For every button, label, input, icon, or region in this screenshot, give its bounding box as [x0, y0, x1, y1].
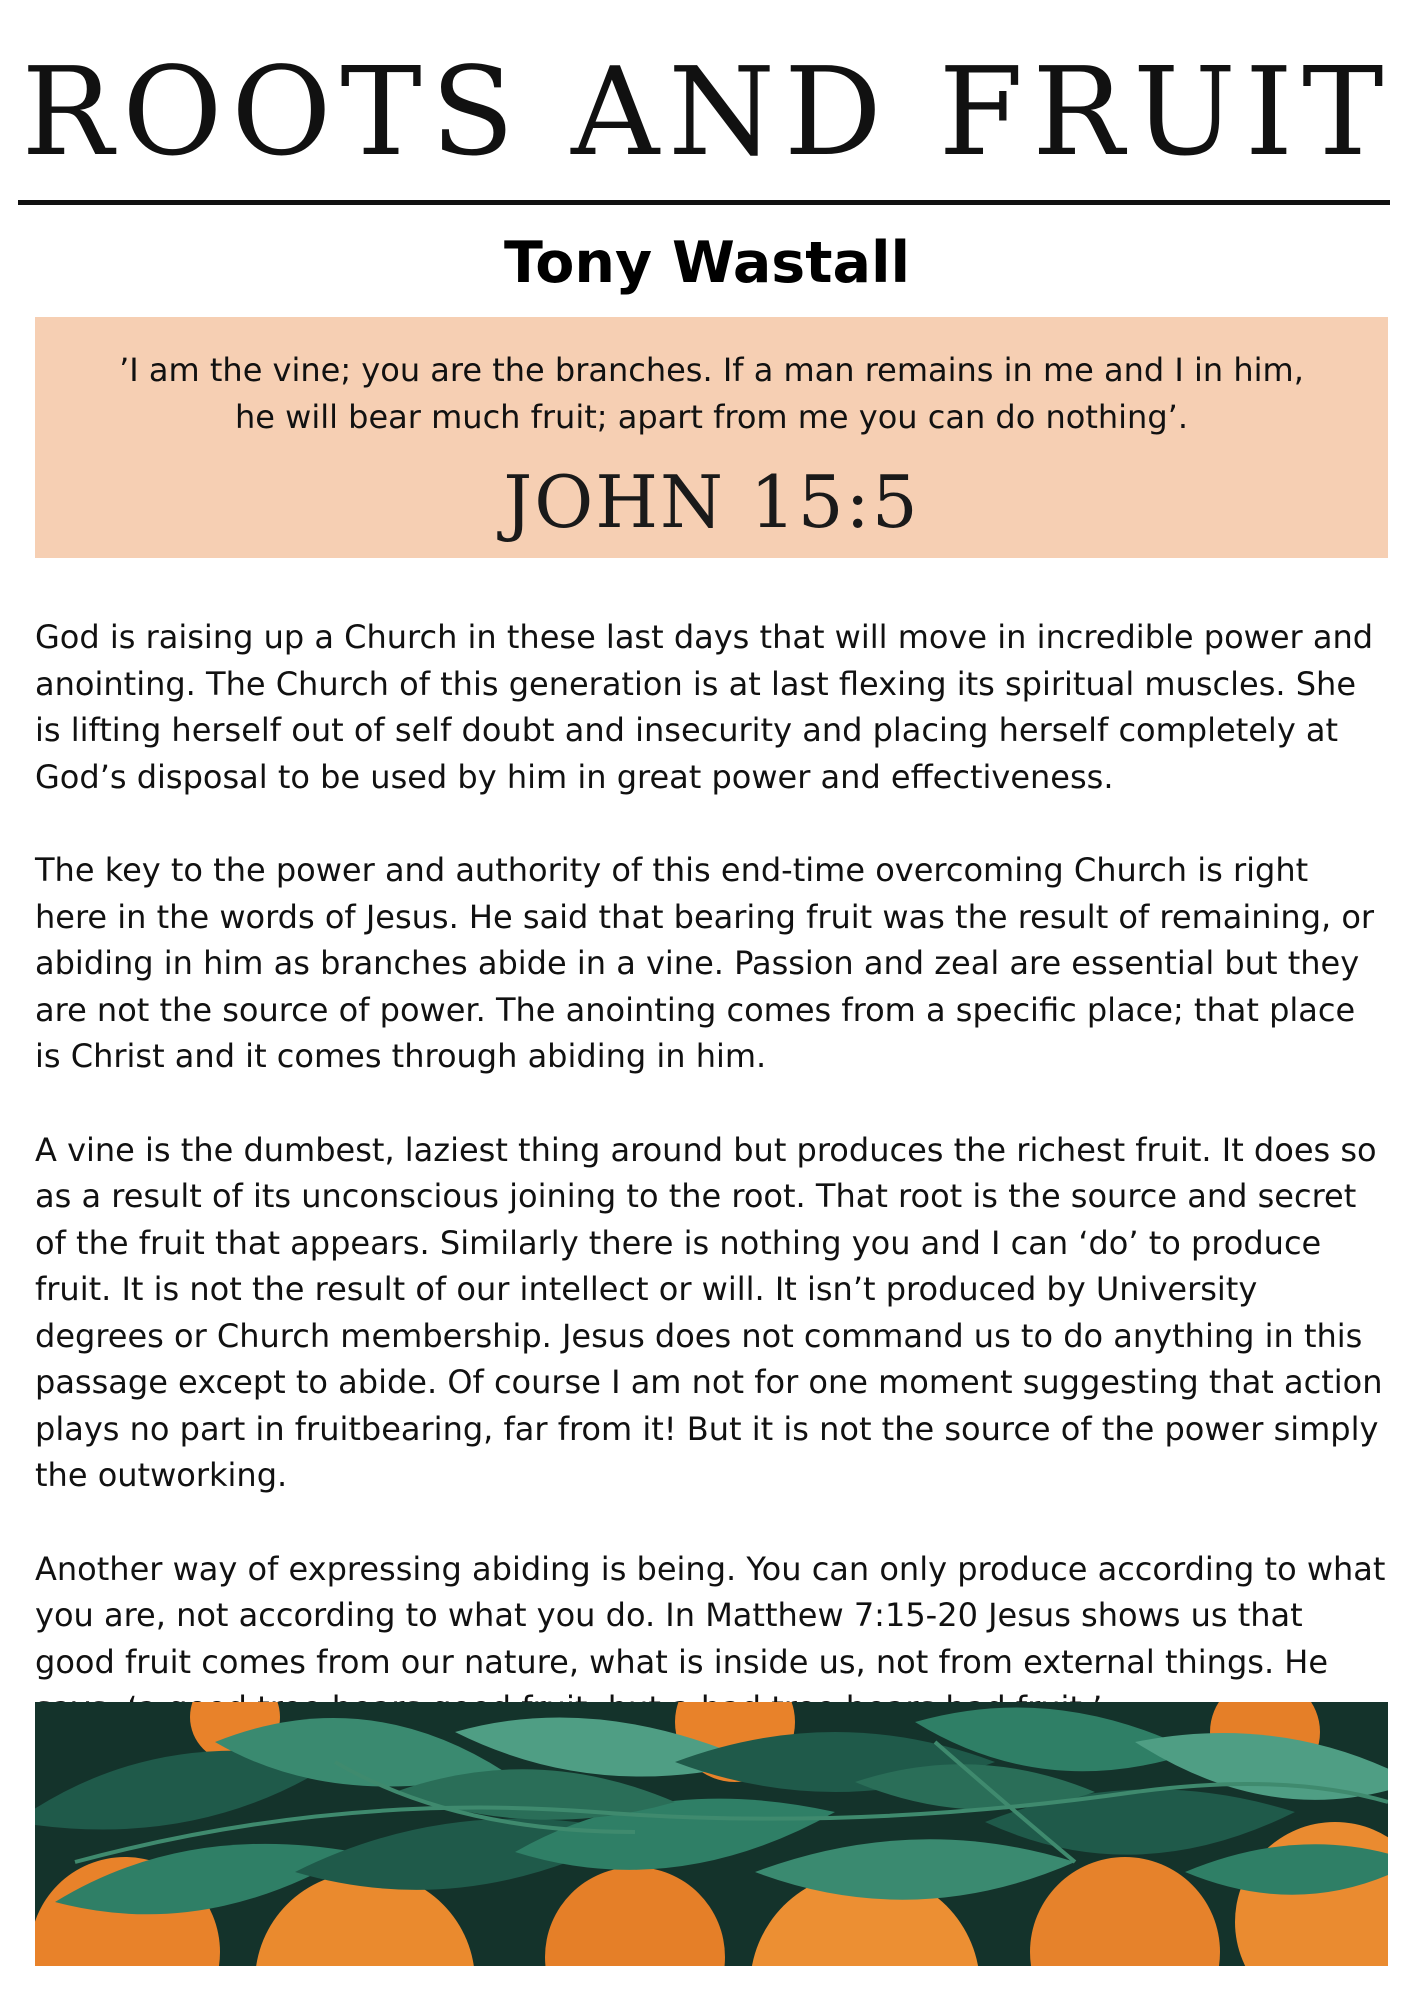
leaves-illustration	[35, 1702, 1388, 1966]
author-name: Tony Wastall	[503, 230, 911, 296]
paragraph-2: The key to the power and authority of this end-time overcoming Church is right here in the words of Jesus. He said that bearing fruit was the result of remaining, or abiding in him as branches abide in a vine. Passion and zeal are essential but they are not the source of power. The anointing comes from a specific place; that place is Christ and it comes through abiding in him.	[35, 851, 1375, 1075]
page-title: ROOTS AND FRUIT	[21, 41, 1393, 183]
paragraph-3: A vine is the dumbest, laziest thing around but produces the richest fruit. It does so as a result of its unconscious joining to the root. That root is the source and secret of the fruit that appears. Similarly there is nothing you and I can ‘do’ to produce fruit. It is not the result of our intellect or will. It isn’t produced by University degrees or Church membership. Jesus does not command us to do anything in this passage except to abide. Of course I am not for one moment suggesting that action plays no part in fruitbearing, far from it! But it is not the source of the power simply the outworking.	[35, 1130, 1383, 1494]
paragraph-4: Another way of expressing abiding is being. You can only produce according to what you are, not according to what you do. In Matthew 7:15-20 Jesus shows us that good fruit comes from our nature, what is inside us, not from external things. He	[35, 1549, 1386, 1681]
scripture-reference: JOHN 15:5	[503, 460, 920, 544]
scripture-quote-text: ’I am the vine; you are the branches. If a man remains in me and I in him, he will bear much fruit; apart from me you can do nothing’.	[119, 351, 1304, 436]
article-body	[35, 614, 1390, 1779]
oranges-and-leaves-photo	[35, 1702, 1388, 1966]
scripture-quote-box	[35, 317, 1388, 558]
title-divider	[18, 200, 1390, 205]
paragraph-1: God is raising up a Church in these last days that will move in incredible power and anointing. The Church of this generation is at last flexing its spiritual muscles. She is lifting herself out of self doubt and insecurity and placing herself completely at God’s disposal to be used by him in great power and effectiveness.	[35, 618, 1374, 796]
